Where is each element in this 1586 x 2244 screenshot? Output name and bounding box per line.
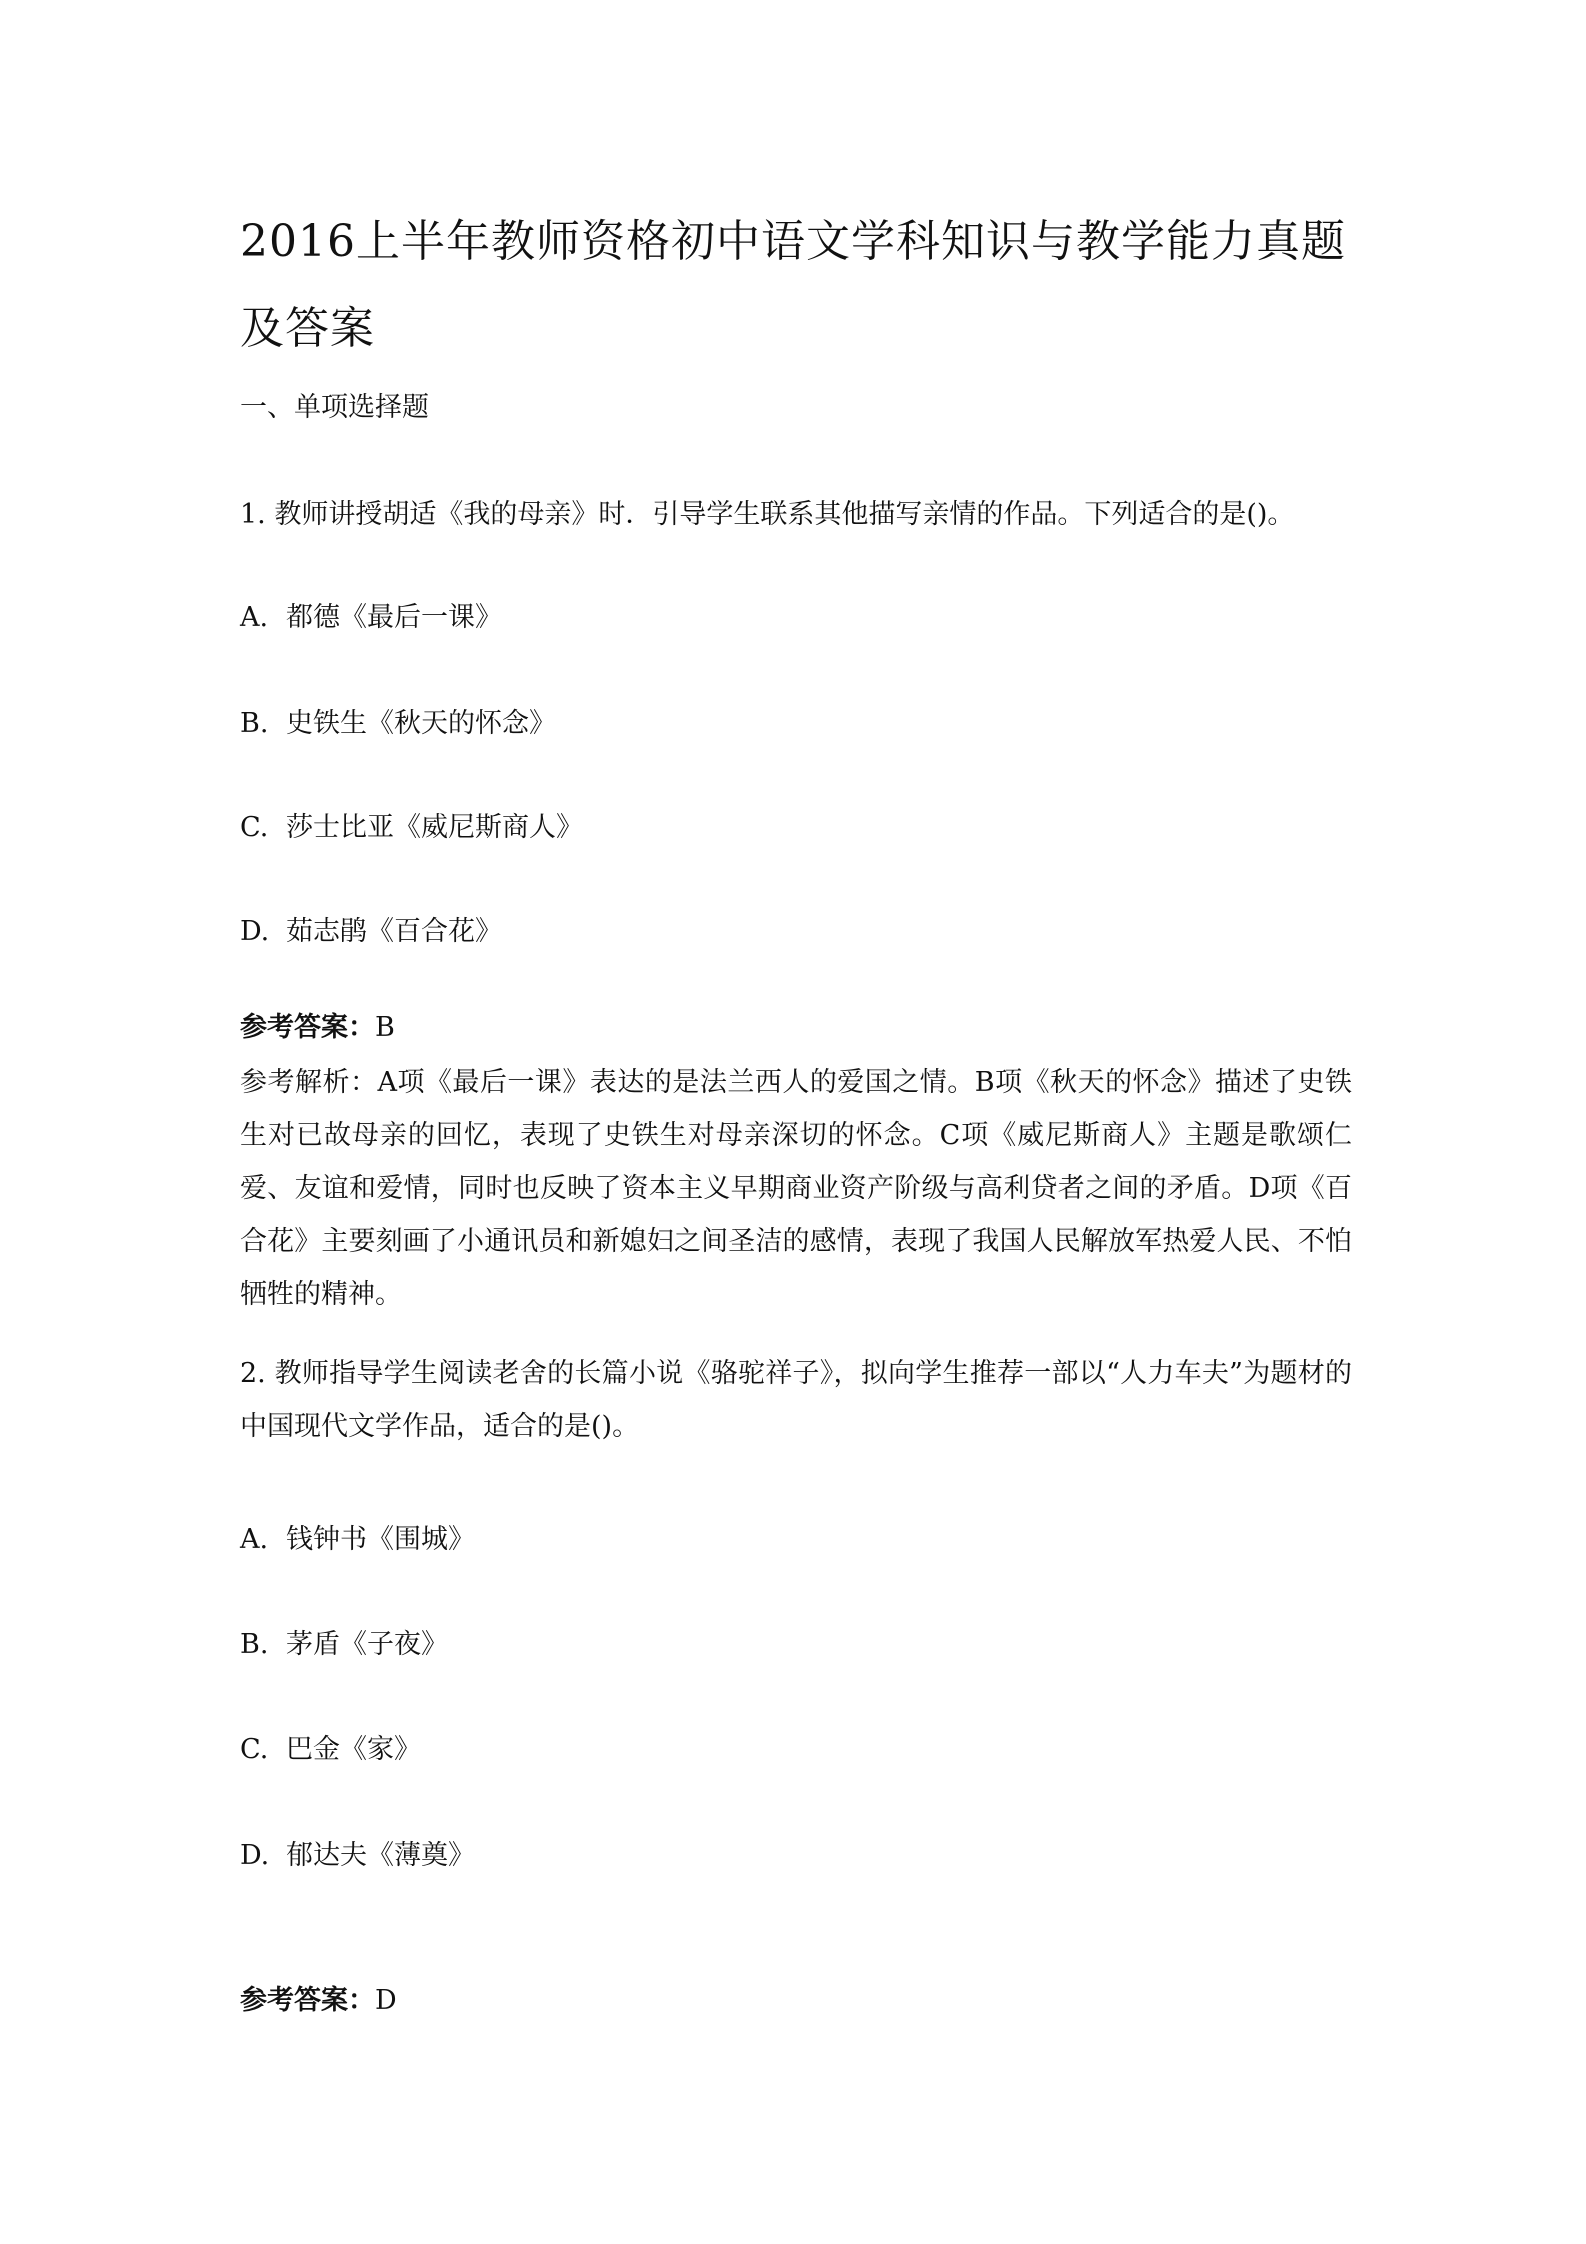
question-2-option-b — [240, 1627, 448, 1663]
answer-value: B — [375, 1012, 395, 1043]
option-letter: C. — [240, 1734, 269, 1765]
option-letter: D. — [240, 916, 270, 947]
question-1-answer — [240, 1010, 395, 1046]
question-2-answer — [240, 1983, 397, 2019]
question-1-stem: 1. 教师讲授胡适《我的母亲》时．引导学生联系其他描写亲情的作品。下列适合的是()。 — [240, 499, 1295, 530]
option-text: 茹志鹃《百合花》 — [286, 916, 502, 947]
question-1-option-b — [240, 706, 556, 742]
question-1-option-a — [240, 600, 502, 636]
option-letter: C. — [240, 812, 269, 843]
option-text: 巴金《家》 — [286, 1734, 421, 1765]
question-1-option-c — [240, 810, 583, 846]
question-1-analysis: 参考解析：A项《最后一课》表达的是法兰西人的爱国之情。B项《秋天的怀念》描述了史铁生对已故母亲的回忆，表现了史铁生对母亲深切的怀念。C项《威尼斯商人》主题是歌颂仁爱、友谊和爱情，同时也反映了资本主义早期商业资产阶级与高利贷者之间的矛盾。D项《百合花》主要刻画了小通讯员和新媳妇之间圣洁的感情，表现了我国人民解放军热爱人民、不怕牺牲的精神。 — [240, 1067, 1352, 1310]
question-1-option-d — [240, 914, 502, 950]
option-text: 史铁生《秋天的怀念》 — [286, 708, 556, 739]
option-text: 郁达夫《薄奠》 — [286, 1840, 475, 1871]
section-heading: 一、单项选择题 — [240, 392, 429, 423]
option-text: 莎士比亚《威尼斯商人》 — [286, 812, 583, 843]
option-letter: B. — [240, 708, 269, 739]
question-2-option-c — [240, 1732, 421, 1768]
option-text: 都德《最后一课》 — [286, 602, 502, 633]
answer-label: 参考答案： — [240, 1985, 375, 2016]
option-letter: B. — [240, 1629, 269, 1660]
question-2-option-a — [240, 1522, 475, 1558]
option-letter: A. — [240, 602, 269, 633]
option-text: 钱钟书《围城》 — [286, 1524, 475, 1555]
question-2-option-d — [240, 1838, 475, 1874]
option-letter: D. — [240, 1840, 270, 1871]
option-letter: A. — [240, 1524, 269, 1555]
option-text: 茅盾《子夜》 — [286, 1629, 448, 1660]
answer-value: D — [375, 1985, 397, 2016]
answer-label: 参考答案： — [240, 1012, 375, 1043]
page-title: 2016上半年教师资格初中语文学科知识与教学能力真题及答案 — [240, 216, 1346, 354]
question-2-stem: 2. 教师指导学生阅读老舍的长篇小说《骆驼祥子》，拟向学生推荐一部以“人力车夫”为题材的中国现代文学作品，适合的是()。 — [240, 1358, 1352, 1442]
